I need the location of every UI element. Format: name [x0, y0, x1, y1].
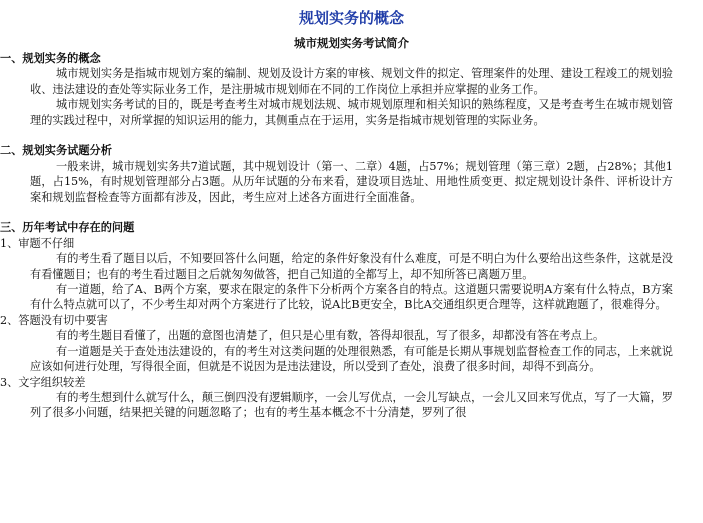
- paragraph: 有一道题是关于查处违法建设的，有的考生对这类问题的处理很熟悉，有可能是长期从事规划监督检查工作的同志，上来就说应该如何进行处理，写得很全面，但就是不说因为是违法建设，所以受到了查处，浪费了很多时间，却得不到高分。: [30, 344, 673, 374]
- paragraph: 有一道题，给了A、B两个方案，要求在限定的条件下分析两个方案各自的特点。这道题只需要说明A方案有什么特点，B方案有什么特点就可以了，不少考生却对两个方案进行了比较，说A比B更安全，B比A交通组织更合理等，这样就跑题了，很难得分。: [30, 283, 673, 312]
- section-heading-3: 三、历年考试中存在的问题: [0, 220, 135, 235]
- section-heading-2: 二、规划实务试题分析: [0, 143, 112, 158]
- spacer: [30, 128, 673, 143]
- spacer: [30, 205, 673, 220]
- section-heading-1: 一、规划实务的概念: [0, 51, 101, 65]
- document-subtitle: 城市规划实务考试简介: [294, 36, 409, 50]
- paragraph: 城市规划实务考试的目的，既是考查考生对城市规划法规、城市规划原理和相关知识的熟练程度，又是考查考生在城市规划管理的实践过程中，对所掌握的知识运用的能力，其侧重点在于运用，实务是指城市规划管理的实际业务。: [30, 98, 673, 127]
- subheading: 1、审题不仔细: [0, 236, 75, 250]
- paragraph: 城市规划实务是指城市规划方案的编制、规划及设计方案的审核、规划文件的拟定、管理案件的处理、建设工程竣工的规划验收、违法建设的查处等实际业务工作，是注册城市规划师在不同的工作岗位上承担并应掌握的业务工作。: [30, 67, 673, 96]
- document-body: [0, 51, 673, 421]
- document-title: 规划实务的概念: [298, 9, 404, 27]
- subheading: 3、文字组织较差: [0, 375, 86, 389]
- paragraph: 有的考生题目看懂了，出题的意图也清楚了，但只是心里有数，答得却很乱，写了很多，却都没有答在考点上。: [56, 329, 605, 343]
- paragraph: 有的考生看了题目以后，不知要回答什么问题，给定的条件好象没有什么难度，可是不明白为什么要给出这些条件，这就是没有看懂题目；也有的考生看过题目之后就匆匆做答，把自己知道的全都写上，却不知所答已离题万里。: [30, 252, 673, 281]
- subheading: 2、答题没有切中要害: [0, 313, 108, 327]
- paragraph: 有的考生想到什么就写什么，颠三倒四没有逻辑顺序，一会儿写优点，一会儿写缺点，一会儿又回来写优点，写了一大篇，罗列了很多小问题，结果把关键的问题忽略了；也有的考生基本概念不十分清楚，罗列了很: [30, 390, 673, 420]
- paragraph: 一般来讲，城市规划实务共7道试题，其中规划设计（第一、二章）4题，占57%；规划管理（第三章）2题，占28%；其他1题，占15%，有时规划管理部分占3题。从历年试题的分布来看，建设项目选址、用地性质变更、拟定规划设计条件、评析设计方案和规划监督检查等方面都有涉及，因此，考生应对上述各方面进行全面准备。: [30, 159, 673, 204]
